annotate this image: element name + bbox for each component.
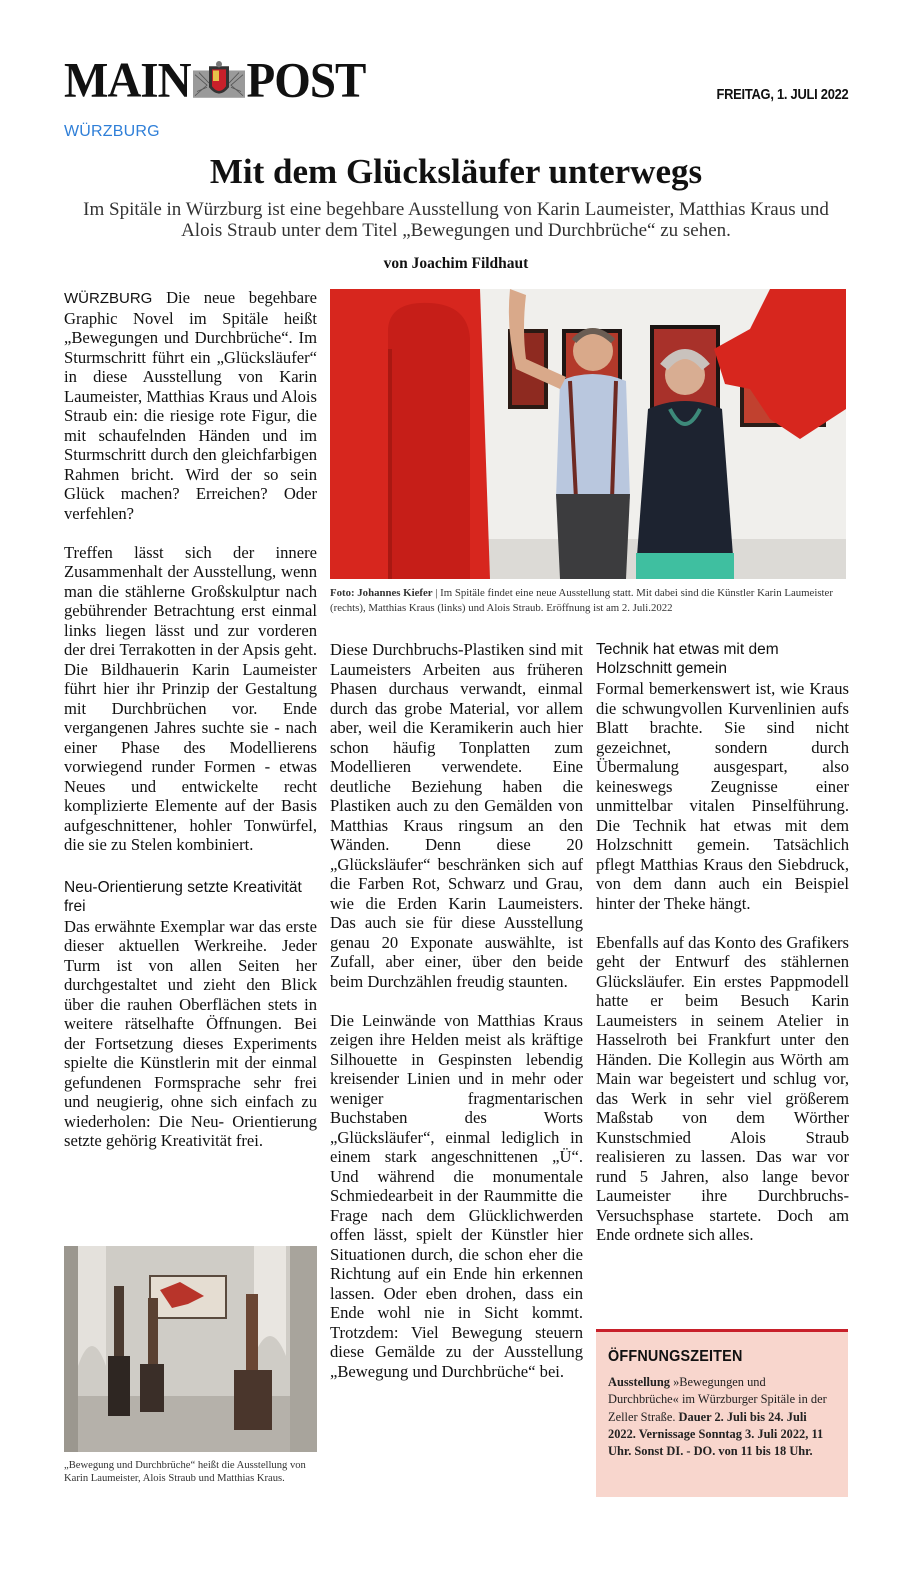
paragraph: Formal bemerkenswert ist, wie Kraus die schwungvollen Kurvenlinien aufs Blatt brachte. Sie sind nicht gezeichnet, sondern durch Übermalung ausgespart, also keineswegs Zeugnisse einer unmittelbar vitalen Pinselführung. Die Technik hat etwas mit dem Holzschnitt gemein. Tatsächlich pflegt Matthias Kraus den Siebdruck, von dem dann auch ein Beispiel hinter der Theke hängt. [596, 679, 849, 913]
paragraph-text: Die neue begehbare Graphic Novel im Spitäle heißt „Bewegungen und Durchbrüche“. Im Sturmschritt führt ein „Glücksläufer“ in diese Ausstellung von Karin Laumeister, Matthias Kraus und Alois Straub ein: die riesige rote Figur, die mit schaufelnden Händen und im Sturmschritt durch den gleichfarbigen Rahmen bricht. Wird der so sein Glück machen? Erreichen? Oder verfehlen? [64, 288, 317, 523]
logo-post-text: POST [246, 53, 366, 109]
opening-hours-box [596, 1329, 848, 1497]
photo-caption [330, 586, 848, 616]
text-column-3 [596, 640, 849, 1264]
box-description: »Bewegungen und Durchbrüche« im Würzburger Spitäle in der Zeller Straße. [608, 1375, 827, 1424]
article-subheadline: Im Spitäle in Würzburg ist eine begehbare Ausstellung von Karin Laumeister, Matthias Kraus und Alois Straub unter dem Titel „Bewegungen und Durchbrüche“ zu sehen. [83, 199, 829, 241]
box-title: ÖFFNUNGSZEITEN [608, 1348, 743, 1365]
artists-photo [330, 289, 846, 579]
paragraph: Die Leinwände von Matthias Kraus zeigen ihre Helden meist als kräftige Silhouette in Gespinsten lebendig kreisender Linien und in mehr oder weniger fragmentarischen Buchstaben des Worts „Glücksläufer“, einmal lediglich in einem stark angeschnittenen „Ü“. Und während die monumentale Schmiedearbeit in der Raummitte die Frage nach dem Glücklichwerden offen lässt, spielt der Künstler hier Situationen durch, die schon eher die Richtung auf ein Ende hin erkennen lassen. Oder eben drohen, dass ein Ende wohl nie in Sicht kommt. Trotzdem: Viel Bewegung steuern diese Gemälde zu der Ausstellung „Bewegung und Durchbrüche“ bei. [330, 1010, 583, 1381]
paragraph: Treffen lässt sich der innere Zusammenhalt der Ausstellung, wenn man die stählerne Großskulptur nach gebührender Betrachtung erst einmal links liegen lässt und zur vorderen der drei Terrakotten in der Apsis geht. Die Bildhauerin Karin Laumeister führt hier ihr Prinzip der Gestaltung mit Durchbrüchen vor. Ende vergangenen Jahres suchte sie - nach einer Phase des Modellierens vorwiegend runder Formen - etwas Neues und entwickelte recht komplizierte Elemente auf der Basis aufgeschnittener, hohler Tonwürfel, die sie zu Stelen kombiniert. [64, 542, 317, 854]
subheading: Technik hat etwas mit dem Holzschnitt gemein [596, 641, 779, 677]
subheading: Neu-Orientierung setzte Kreativität frei [64, 878, 302, 915]
caption-text: | Im Spitäle findet eine neue Ausstellung statt. Mit dabei sind die Künstler Karin Laumeister (rechts), Matthias Kraus (links) und Alois Straub. Eröffnung ist am 2. Juli.2022 [330, 587, 833, 614]
box-text [608, 1374, 836, 1460]
box-dates: Dauer 2. Juli bis 24. Juli 2022. Vernissage Sonntag 3. Juli 2022, 11 Uhr. Sonst DI. - DO. von 11 bis 18 Uhr. [608, 1409, 824, 1459]
section-label[interactable]: WÜRZBURG [64, 123, 160, 140]
photo-credit: Foto: Johannes Kiefer [330, 587, 433, 599]
paragraph: Diese Durchbruchs-Plastiken sind mit Laumeisters Arbeiten aus früheren Phasen durchaus verwandt, einmal durch das grobe Material, vor allem aber, weil die Keramikerin auch hier schon häufig Tonplatten zum Modellieren verwendete. Eine deutliche Beziehung haben die Plastiken auch zu den Gemälden von Matthias Kraus ringsum an den Wänden. Denn diese 20 „Glücksläufer“ beschränken sich auf die Farben Rot, Schwarz und Grau, wie die Erden Karin Laumeisters. Das auch sie für diese Ausstellung genau 20 Exponate auswählte, ist Zufall, aber einer, über den beide beim Durchzählen freudig staunten. [330, 640, 583, 991]
box-label: Ausstellung [608, 1375, 670, 1389]
exhibition-photo [64, 1246, 317, 1452]
article-byline: von Joachim Fildhaut [383, 255, 529, 272]
masthead-logo [64, 53, 366, 109]
dateline: WÜRZBURG [64, 290, 153, 307]
article-headline: Mit dem Glücksläufer unterwegs [209, 152, 703, 191]
logo-main-text: MAIN [64, 53, 191, 109]
text-column-2 [330, 640, 583, 1401]
paragraph: Das erwähnte Exemplar war das erste dieser aktuellen Werkreihe. Jeder Turm ist von allen Seiten her durchgestaltet und zieht den Blick über die rauhen Oberflächen stets in weitere rätselhafte Öffnungen. Bei der Fortsetzung dieses Experiments spielte die Künstlerin mit der einmal gefundenen Formsprache sehr frei und neugierig, ohne sich einfach zu wiederholen: Die Neu- Orientierung setzte gehörig Kreativität frei. [64, 916, 317, 1150]
coat-of-arms-icon [193, 59, 245, 103]
photo-caption: „Bewegung und Durchbrüche“ heißt die Ausstellung von Karin Laumeister, Alois Straub und Matthias Kraus. [64, 1460, 306, 1484]
paragraph [64, 288, 317, 523]
issue-date: FREITAG, 1. JULI 2022 [716, 86, 848, 103]
text-column-1 [64, 288, 317, 1170]
paragraph: Ebenfalls auf das Konto des Grafikers geht der Entwurf des stählernen Glücksläufer. Ein erstes Pappmodell hatte er beim Besuch Karin Laumeisters in seinem Atelier in Hasselroth bei Frankfurt unter den Händen. Die Kollegin aus Wörth am Main war begeistert und schlug vor, das Werk in sehr viel größerem Maßstab von dem Wörther Kunstschmied Alois Straub realisieren zu lassen. Das war vor rund 5 Jahren, also lange bevor Laumeister ihre Durchbruchs-Versuchsphase startete. Doch am Ende ordnete sich alles. [596, 932, 849, 1244]
